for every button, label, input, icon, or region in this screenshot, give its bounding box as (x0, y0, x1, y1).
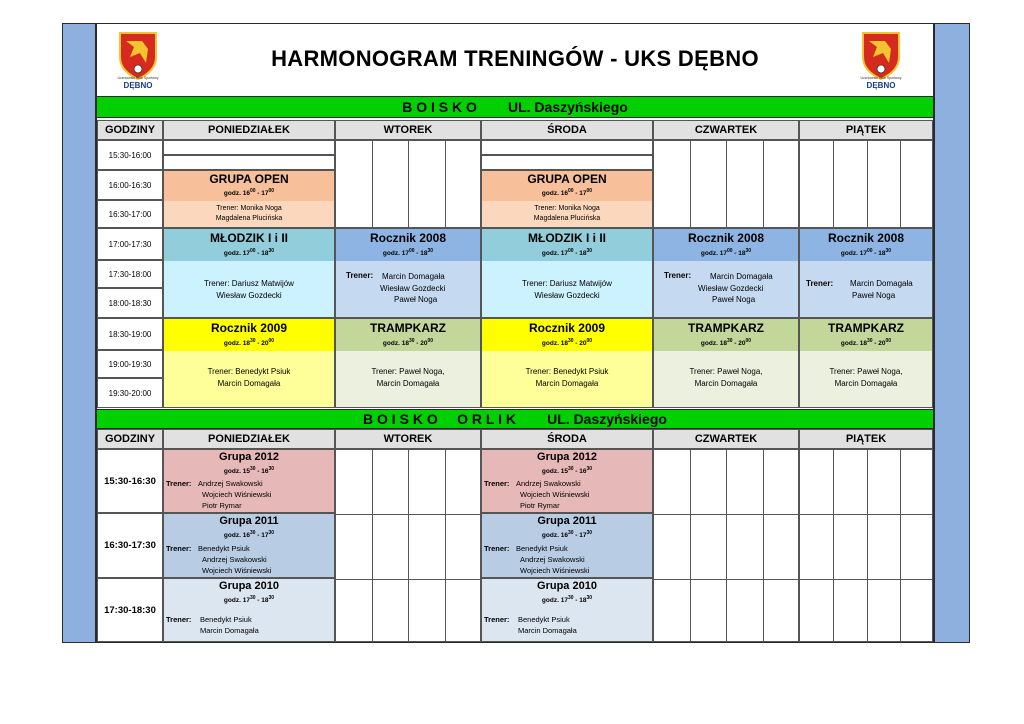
min-end: 00 (586, 338, 593, 344)
hour-start: 16 (560, 532, 568, 539)
empty-cell-grid (335, 140, 481, 228)
trainer-line: Trener: Dariusz Matwijów (522, 279, 612, 288)
min-start: 30 (866, 338, 873, 344)
trainer-name: Benedykt Psiuk (198, 544, 250, 553)
godz-label: godz. (541, 468, 559, 475)
godz-label: godz. (223, 340, 241, 347)
min-start: 00 (567, 188, 574, 194)
hour-end: 18 (579, 250, 587, 257)
godz-label: godz. (223, 532, 241, 539)
empty-cell-grid (799, 140, 933, 228)
hour-end: 16 (261, 468, 269, 475)
time-slot: 17:30-18:00 (97, 260, 163, 288)
min-start: 30 (408, 338, 415, 344)
block-title: Grupa 2010 (537, 580, 597, 592)
day-header-wed: ŚRODA (481, 429, 653, 449)
block-title: Rocznik 2009 (210, 321, 288, 335)
trainer-name: Andrzej Swakowski (202, 555, 267, 564)
trainer-name: Wiesław Gozdecki (698, 284, 764, 293)
trainer-line: Trener: Benedykt Psiuk (207, 367, 291, 376)
trainer-name: Andrzej Swakowski (520, 555, 585, 564)
hour-end: 18 (261, 250, 269, 257)
hour-start: 16 (242, 190, 250, 197)
hour-start: 17 (242, 597, 250, 604)
hour-end: 18 (420, 250, 428, 257)
min-start: 30 (249, 338, 256, 344)
hour-start: 16 (560, 190, 568, 197)
page-title: HARMONOGRAM TRENINGÓW - UKS DĘBNO (271, 46, 759, 71)
min-start: 00 (567, 248, 574, 254)
trainer-name: Paweł Noga (852, 291, 896, 300)
hour-start: 17 (242, 250, 250, 257)
trainer-name: Piotr Rymar (520, 501, 560, 510)
hour-start: 17 (560, 250, 568, 257)
hour-start: 15 (242, 468, 250, 475)
min-start: 00 (726, 248, 733, 254)
min-start: 30 (567, 466, 574, 472)
block-r2008-fri: Rocznik 2008 godz. $17^{00} - 18^{30}$ Trener: Marcin Domagała Paweł Noga (799, 228, 933, 318)
right-side-bar (934, 23, 970, 643)
block-g2012-mon: Grupa 2012 godz. $15^{30} - 16^{30}$ Trener: Andrzej Swakowski Wojciech Wiśniewski Piotr Rymar (163, 449, 335, 513)
block-r2009-wed: Rocznik 2009 godz. $18^{30} - 20^{00}$ Trener: Benedykt Psiuk Marcin Domagała (481, 318, 653, 408)
godz-label: godz. (223, 597, 241, 604)
block-title: Rocznik 2008 (827, 231, 905, 245)
min-end: 30 (586, 248, 593, 254)
trainer-name: Wojciech Wiśniewski (202, 490, 272, 499)
block-g2012-wed: Grupa 2012 godz. $15^{30} - 16^{30}$ Trener: Andrzej Swakowski Wojciech Wiśniewski Piotr Rymar (481, 449, 653, 513)
empty-cell (163, 155, 335, 170)
day-header-mon: PONIEDZIAŁEK (163, 120, 335, 140)
time-slot: 15:30-16:00 (97, 140, 163, 170)
day-header-fri: PIĄTEK (799, 429, 933, 449)
hour-start: 18 (719, 340, 727, 347)
trainer-name: Andrzej Swakowski (516, 479, 581, 488)
hour-end: 17 (261, 532, 269, 539)
empty-cell-grid (335, 449, 481, 642)
time-slot: 15:30-16:30 (97, 449, 163, 513)
min-start: 30 (726, 338, 733, 344)
time-slot: 17:30-18:30 (97, 578, 163, 642)
trainer-line: Trener: Monika Noga (216, 205, 282, 212)
day-header-thu: CZWARTEK (653, 429, 799, 449)
block-g2011-mon: Grupa 2011 godz. $16^{30} - 17^{30}$ Trener: Benedykt Psiuk Andrzej Swakowski Wojciech Wiśniewski (163, 513, 335, 578)
day-header-wed: ŚRODA (481, 120, 653, 140)
empty-cell (481, 140, 653, 155)
trainer-name: Benedykt Psiuk (200, 615, 252, 624)
empty-cell (481, 155, 653, 170)
trainer-label: Trener: (166, 544, 192, 553)
trainer-line: Trener: Paweł Noga, (829, 367, 903, 376)
hour-end: 18 (878, 250, 886, 257)
min-start: 30 (249, 530, 256, 536)
min-end: 00 (745, 338, 752, 344)
time-slot: 19:30-20:00 (97, 378, 163, 408)
block-title: Rocznik 2009 (528, 321, 606, 335)
min-end: 30 (586, 530, 593, 536)
trainer-label: Trener: (166, 615, 192, 624)
hour-end: 20 (261, 340, 269, 347)
trainer-line: Trener: Paweł Noga, (371, 367, 445, 376)
day-header-tue: WTOREK (335, 120, 481, 140)
block-r2008-thu: Rocznik 2008 godz. $17^{00} - 18^{30}$ Trener: Marcin Domagała Wiesław Gozdecki Paweł Noga (653, 228, 799, 318)
block-title: GRUPA OPEN (209, 172, 289, 186)
godz-label: godz. (840, 250, 858, 257)
godz-label: godz. (541, 597, 559, 604)
hour-start: 17 (401, 250, 409, 257)
godz-label: godz. (700, 340, 718, 347)
trainer-name: Paweł Noga (394, 295, 438, 304)
hour-end: 17 (579, 190, 587, 197)
day-header-fri: PIĄTEK (799, 120, 933, 140)
trainer-line: Marcin Domagała (694, 379, 758, 388)
time-slot: 16:30-17:30 (97, 513, 163, 578)
trainer-line: Trener: Monika Noga (534, 205, 600, 212)
min-end: 30 (268, 595, 275, 601)
min-end: 30 (268, 466, 275, 472)
hour-end: 20 (420, 340, 428, 347)
trainer-label: Trener: (346, 271, 374, 280)
day-header-tue: WTOREK (335, 429, 481, 449)
trainer-label: Trener: (166, 479, 192, 488)
godz-label: godz. (382, 340, 400, 347)
hour-end: 18 (261, 597, 269, 604)
min-start: 30 (567, 595, 574, 601)
trainer-line: Marcin Domagała (535, 379, 599, 388)
logo-small-text: Uczniowski Klub Sportowy (860, 76, 902, 80)
trainer-name: Marcin Domagała (200, 626, 259, 635)
min-end: 30 (586, 595, 593, 601)
block-g2011-wed: Grupa 2011 godz. $16^{30} - 17^{30}$ Trener: Benedykt Psiuk Andrzej Swakowski Wojciech Wiśniewski (481, 513, 653, 578)
min-start: 30 (249, 466, 256, 472)
block-title: Grupa 2012 (219, 451, 279, 463)
logo-text: DĘBNO (866, 81, 896, 90)
trainer-line: Magdalena Plucińska (533, 215, 601, 222)
trainer-line: Wiesław Gozdecki (216, 291, 282, 300)
block-open-wed: GRUPA OPEN godz. $16^{00} - 17^{00}$ Trener: Monika Noga Magdalena Plucińska (481, 170, 653, 228)
hour-start: 18 (401, 340, 409, 347)
block-title: GRUPA OPEN (527, 172, 607, 186)
godz-label: godz. (840, 340, 858, 347)
godz-label: godz. (223, 468, 241, 475)
min-start: 30 (567, 338, 574, 344)
block-mlodzik-mon: MŁODZIK I i II godz. $17^{00} - 18^{30}$ Trener: Dariusz Matwijów Wiesław Gozdecki (163, 228, 335, 318)
block-title: Grupa 2011 (537, 515, 597, 527)
time-slot: 18:30-19:00 (97, 318, 163, 350)
day-header-thu: CZWARTEK (653, 120, 799, 140)
orlik-section-title: B O I S K O O R L I K UL. Daszyńskiego (363, 411, 667, 427)
block-title: TRAMPKARZ (828, 321, 904, 335)
block-title: Rocznik 2008 (369, 231, 447, 245)
block-tramp-tue: TRAMPKARZ godz. $18^{30} - 20^{00}$ Trener: Paweł Noga, Marcin Domagała (335, 318, 481, 408)
hours-header: GODZINY (97, 429, 163, 449)
godz-label: godz. (541, 190, 559, 197)
trainer-line: Trener: Dariusz Matwijów (204, 279, 294, 288)
min-start: 30 (249, 595, 256, 601)
trainer-line: Magdalena Plucińska (215, 215, 283, 222)
block-tramp-fri: TRAMPKARZ godz. $18^{30} - 20^{00}$ Trener: Paweł Noga, Marcin Domagała (799, 318, 933, 408)
min-end: 30 (885, 248, 892, 254)
trainer-name: Marcin Domagała (710, 272, 773, 281)
block-title: TRAMPKARZ (688, 321, 764, 335)
godz-label: godz. (382, 250, 400, 257)
trainer-name: Piotr Rymar (202, 501, 242, 510)
godz-label: godz. (541, 340, 559, 347)
empty-cell (163, 140, 335, 155)
min-end: 00 (427, 338, 434, 344)
min-end: 30 (268, 530, 275, 536)
time-slot: 16:30-17:00 (97, 200, 163, 228)
hour-end: 17 (261, 190, 269, 197)
trainer-name: Andrzej Swakowski (198, 479, 263, 488)
hour-end: 20 (579, 340, 587, 347)
hour-start: 15 (560, 468, 568, 475)
time-slot: 19:00-19:30 (97, 350, 163, 378)
godz-label: godz. (541, 250, 559, 257)
hour-end: 16 (579, 468, 587, 475)
block-title: MŁODZIK I i II (210, 231, 288, 245)
hour-end: 20 (878, 340, 886, 347)
block-g2010-mon: Grupa 2010 godz. $17^{30} - 18^{30}$ Trener: Benedykt Psiuk Marcin Domagała (163, 578, 335, 642)
logo-text: DĘBNO (123, 81, 153, 90)
trainer-name: Marcin Domagała (518, 626, 577, 635)
min-start: 00 (408, 248, 415, 254)
trainer-line: Marcin Domagała (217, 379, 281, 388)
min-end: 00 (268, 188, 275, 194)
hour-start: 17 (859, 250, 867, 257)
block-title: TRAMPKARZ (370, 321, 446, 335)
trainer-label: Trener: (806, 279, 834, 288)
block-title: Grupa 2010 (219, 580, 279, 592)
hour-start: 16 (242, 532, 250, 539)
block-title: MŁODZIK I i II (528, 231, 606, 245)
boisko-section-bar (97, 96, 933, 118)
trainer-name: Wiesław Gozdecki (380, 284, 446, 293)
hour-start: 18 (242, 340, 250, 347)
min-start: 00 (866, 248, 873, 254)
trainer-label: Trener: (484, 479, 510, 488)
min-start: 30 (567, 530, 574, 536)
hour-start: 18 (560, 340, 568, 347)
min-end: 00 (586, 188, 593, 194)
trainer-name: Paweł Noga (712, 295, 756, 304)
block-mlodzik-wed: MŁODZIK I i II godz. $17^{00} - 18^{30}$ Trener: Dariusz Matwijów Wiesław Gozdecki (481, 228, 653, 318)
trainer-name: Marcin Domagała (382, 272, 445, 281)
time-slot: 18:00-18:30 (97, 288, 163, 318)
block-title: Grupa 2011 (219, 515, 279, 527)
godz-label: godz. (223, 190, 241, 197)
empty-cell-grid (653, 140, 799, 228)
block-title: Grupa 2012 (537, 451, 597, 463)
hour-end: 18 (738, 250, 746, 257)
hour-end: 18 (579, 597, 587, 604)
day-header-mon: PONIEDZIAŁEK (163, 429, 335, 449)
trainer-label: Trener: (484, 544, 510, 553)
hour-start: 17 (719, 250, 727, 257)
min-start: 00 (249, 188, 256, 194)
hour-end: 20 (738, 340, 746, 347)
hour-start: 18 (859, 340, 867, 347)
time-slot: 17:00-17:30 (97, 228, 163, 260)
godz-label: godz. (541, 532, 559, 539)
empty-cell-grid (653, 449, 799, 642)
logo-small-text: Uczniowski Klub Sportowy (117, 76, 159, 80)
block-r2008-tue: Rocznik 2008 godz. $17^{00} - 18^{30}$ Trener: Marcin Domagała Wiesław Gozdecki Paweł Noga (335, 228, 481, 318)
block-open-mon: GRUPA OPEN godz. $16^{00} - 17^{00}$ Trener: Monika Noga Magdalena Plucińska (163, 170, 335, 228)
time-slot: 16:00-16:30 (97, 170, 163, 200)
orlik-section-bar (97, 409, 933, 429)
godz-label: godz. (700, 250, 718, 257)
min-end: 00 (268, 338, 275, 344)
empty-cell-grid (799, 449, 933, 642)
hour-end: 17 (579, 532, 587, 539)
hours-header: GODZINY (97, 120, 163, 140)
min-end: 30 (427, 248, 434, 254)
left-side-bar (62, 23, 96, 643)
block-r2009-mon: Rocznik 2009 godz. $18^{30} - 20^{00}$ Trener: Benedykt Psiuk Marcin Domagała (163, 318, 335, 408)
block-title: Rocznik 2008 (687, 231, 765, 245)
min-start: 00 (249, 248, 256, 254)
min-end: 00 (885, 338, 892, 344)
godz-label: godz. (223, 250, 241, 257)
trainer-line: Trener: Benedykt Psiuk (525, 367, 609, 376)
block-g2010-wed: Grupa 2010 godz. $17^{30} - 18^{30}$ Trener: Benedykt Psiuk Marcin Domagała (481, 578, 653, 642)
trainer-line: Marcin Domagała (834, 379, 898, 388)
trainer-label: Trener: (664, 271, 692, 280)
block-tramp-thu: TRAMPKARZ godz. $18^{30} - 20^{00}$ Trener: Paweł Noga, Marcin Domagała (653, 318, 799, 408)
trainer-line: Marcin Domagała (376, 379, 440, 388)
min-end: 30 (586, 466, 593, 472)
trainer-name: Benedykt Psiuk (516, 544, 568, 553)
trainer-name: Wojciech Wiśniewski (520, 490, 590, 499)
trainer-name: Wojciech Wiśniewski (520, 566, 590, 575)
min-end: 30 (268, 248, 275, 254)
trainer-line: Wiesław Gozdecki (534, 291, 600, 300)
trainer-label: Trener: (484, 615, 510, 624)
trainer-name: Benedykt Psiuk (518, 615, 570, 624)
trainer-line: Trener: Paweł Noga, (689, 367, 763, 376)
min-end: 30 (745, 248, 752, 254)
trainer-name: Wojciech Wiśniewski (202, 566, 272, 575)
trainer-name: Marcin Domagała (850, 279, 913, 288)
hour-start: 17 (560, 597, 568, 604)
boisko-section-title: B O I S K O UL. Daszyńskiego (402, 99, 628, 115)
